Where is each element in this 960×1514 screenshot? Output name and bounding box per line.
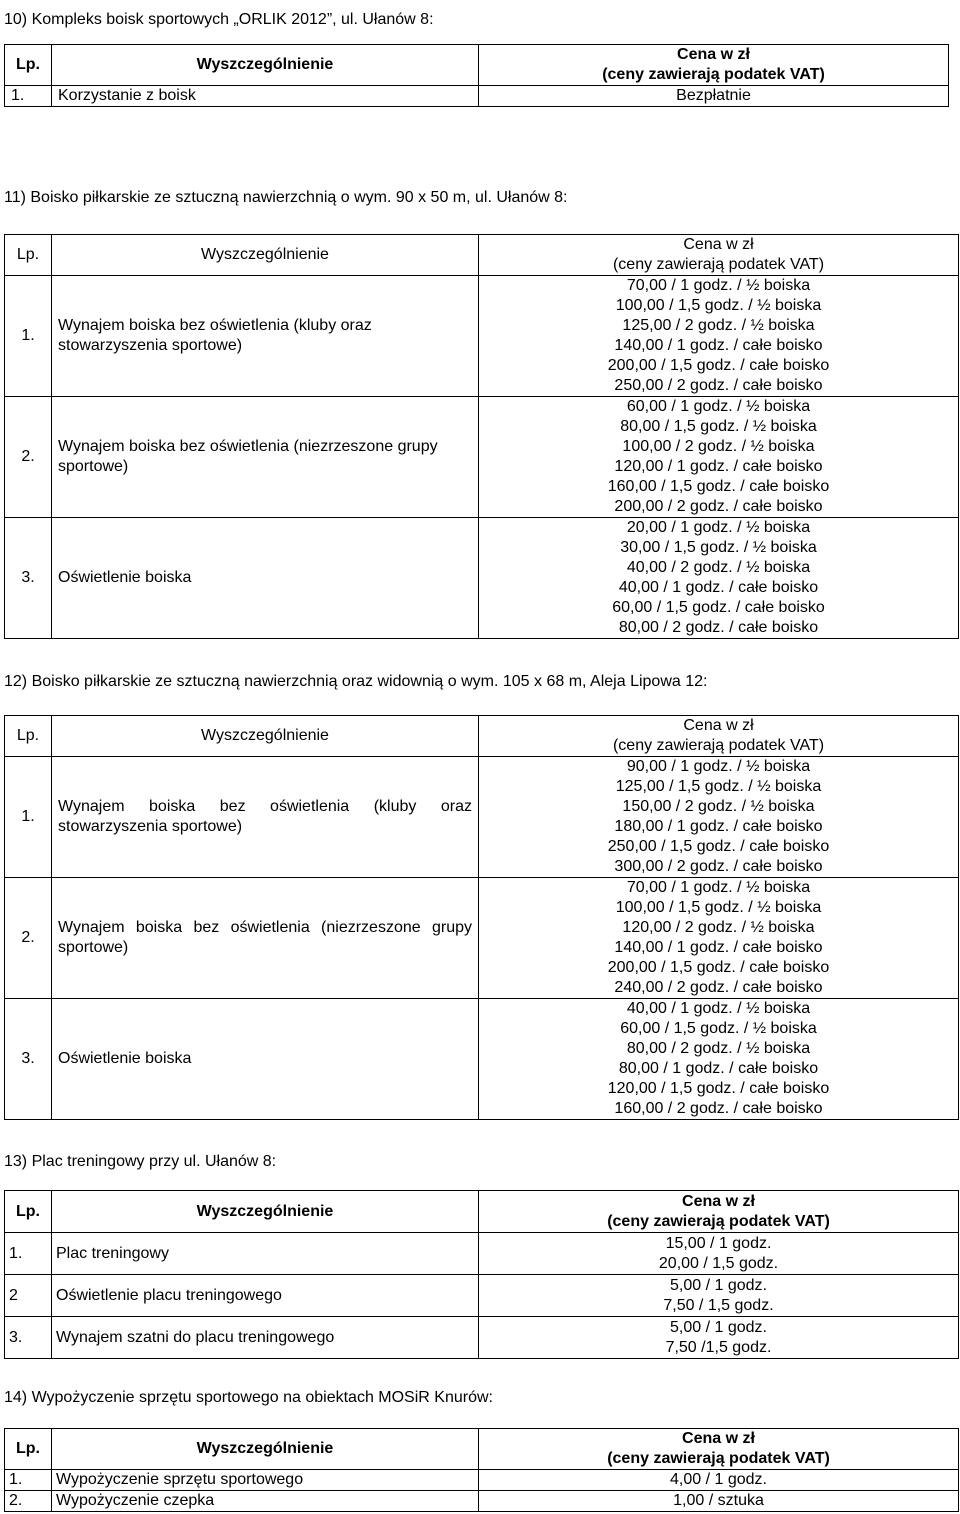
row-number: 3.	[5, 1317, 52, 1359]
table-row	[5, 1470, 959, 1491]
section-14-heading: 14) Wypożyczenie sprzętu sportowego na obiektach MOSiR Knurów:	[4, 1389, 493, 1406]
row-description: Wynajem boiska bez oświetlenia (niezrzeszone grupy sportowe)	[52, 397, 479, 518]
lp-header: Lp.	[5, 1429, 52, 1470]
row-prices: 20,00 / 1 godz. / ½ boiska 30,00 / 1,5 godz. / ½ boiska 40,00 / 2 godz. / ½ boiska 40,00 / 1 godz. / całe boisko 60,00 / 1,5 godz. / całe boisko 80,00 / 2 godz. / całe boisko	[479, 518, 959, 639]
section-11-heading: 11) Boisko piłkarskie ze sztuczną nawierzchnią o wym. 90 x 50 m, ul. Ułanów 8:	[4, 189, 568, 206]
section-12-heading: 12) Boisko piłkarskie ze sztuczną nawierzchnią oraz widownią o wym. 105 x 68 m, Aleja Lipowa 12:	[4, 673, 708, 690]
lp-header: Lp.	[5, 1191, 52, 1233]
table-row	[5, 999, 959, 1120]
price-header: Cena w zł (ceny zawierają podatek VAT)	[479, 1429, 959, 1470]
section-13-table	[4, 1190, 959, 1359]
row-number: 3.	[5, 999, 52, 1120]
section-10-heading: 10) Kompleks boisk sportowych „ORLIK 2012”, ul. Ułanów 8:	[4, 11, 434, 28]
row-prices: 5,00 / 1 godz. 7,50 /1,5 godz.	[479, 1317, 959, 1359]
description-header: Wyszczególnienie	[52, 1429, 479, 1470]
table-row	[5, 276, 959, 397]
table-row	[5, 1233, 959, 1275]
section-12-table	[4, 715, 959, 1120]
row-description: Oświetlenie placu treningowego	[52, 1275, 479, 1317]
description-header: Wyszczególnienie	[52, 45, 479, 86]
row-number: 3.	[5, 518, 52, 639]
section-14-table	[4, 1428, 959, 1512]
lp-header: Lp.	[5, 45, 52, 86]
row-description: Oświetlenie boiska	[52, 999, 479, 1120]
row-prices: 40,00 / 1 godz. / ½ boiska 60,00 / 1,5 godz. / ½ boiska 80,00 / 2 godz. / ½ boiska 80,00 / 1 godz. / całe boisko 120,00 / 1,5 godz. / całe boisko 160,00 / 2 godz. / całe boisko	[479, 999, 959, 1120]
row-number: 2.	[5, 1491, 52, 1512]
table-row	[5, 1317, 959, 1359]
row-description: Plac treningowy	[52, 1233, 479, 1275]
row-description: Oświetlenie boiska	[52, 518, 479, 639]
lp-header: Lp.	[5, 235, 52, 276]
row-description: Wypożyczenie czepka	[52, 1491, 479, 1512]
price-header: Cena w zł (ceny zawierają podatek VAT)	[479, 1191, 959, 1233]
row-number: 1.	[5, 1470, 52, 1491]
description-header: Wyszczególnienie	[52, 235, 479, 276]
description-header: Wyszczególnienie	[52, 1191, 479, 1233]
table-row	[5, 86, 949, 107]
row-number: 1.	[5, 276, 52, 397]
table-row	[5, 518, 959, 639]
row-prices: 15,00 / 1 godz. 20,00 / 1,5 godz.	[479, 1233, 959, 1275]
row-price: Bezpłatnie	[479, 86, 949, 107]
row-price: 4,00 / 1 godz.	[479, 1470, 959, 1491]
table-row	[5, 1491, 959, 1512]
row-description: Wypożyczenie sprzętu sportowego	[52, 1470, 479, 1491]
section-13-heading: 13) Plac treningowy przy ul. Ułanów 8:	[4, 1153, 277, 1170]
row-prices: 70,00 / 1 godz. / ½ boiska 100,00 / 1,5 godz. / ½ boiska 125,00 / 2 godz. / ½ boiska 140,00 / 1 godz. / całe boisko 200,00 / 1,5 godz. / całe boisko 250,00 / 2 godz. / całe boisko	[479, 276, 959, 397]
row-prices: 5,00 / 1 godz. 7,50 / 1,5 godz.	[479, 1275, 959, 1317]
row-description: Wynajem boiska bez oświetlenia (kluby oraz stowarzyszenia sportowe)	[52, 276, 479, 397]
section-10-table	[4, 44, 949, 107]
row-price: 1,00 / sztuka	[479, 1491, 959, 1512]
row-prices: 70,00 / 1 godz. / ½ boiska 100,00 / 1,5 godz. / ½ boiska 120,00 / 2 godz. / ½ boiska 140,00 / 1 godz. / całe boisko 200,00 / 1,5 godz. / całe boisko 240,00 / 2 godz. / całe boisko	[479, 878, 959, 999]
row-number: 1.	[5, 1233, 52, 1275]
price-header: Cena w zł (ceny zawierają podatek VAT)	[479, 235, 959, 276]
row-number: 2.	[5, 397, 52, 518]
table-row	[5, 397, 959, 518]
row-prices: 60,00 / 1 godz. / ½ boiska 80,00 / 1,5 godz. / ½ boiska 100,00 / 2 godz. / ½ boiska 120,00 / 1 godz. / całe boisko 160,00 / 1,5 godz. / całe boisko 200,00 / 2 godz. / całe boisko	[479, 397, 959, 518]
table-row	[5, 878, 959, 999]
row-number: 2	[5, 1275, 52, 1317]
row-description: Wynajem boiska bez oświetlenia (kluby oraz stowarzyszenia sportowe)	[52, 757, 479, 878]
row-number: 2.	[5, 878, 52, 999]
lp-header: Lp.	[5, 716, 52, 757]
row-number: 1.	[5, 757, 52, 878]
table-row	[5, 1275, 959, 1317]
price-header: Cena w zł (ceny zawierają podatek VAT)	[479, 716, 959, 757]
row-prices: 90,00 / 1 godz. / ½ boiska 125,00 / 1,5 godz. / ½ boiska 150,00 / 2 godz. / ½ boiska 180,00 / 1 godz. / całe boisko 250,00 / 1,5 godz. / całe boisko 300,00 / 2 godz. / całe boisko	[479, 757, 959, 878]
section-11-table	[4, 234, 959, 639]
table-row	[5, 757, 959, 878]
price-header: Cena w zł (ceny zawierają podatek VAT)	[479, 45, 949, 86]
description-header: Wyszczególnienie	[52, 716, 479, 757]
row-description: Korzystanie z boisk	[52, 86, 479, 107]
row-description: Wynajem boiska bez oświetlenia (niezrzeszone grupy sportowe)	[52, 878, 479, 999]
row-description: Wynajem szatni do placu treningowego	[52, 1317, 479, 1359]
row-number: 1.	[5, 86, 52, 107]
